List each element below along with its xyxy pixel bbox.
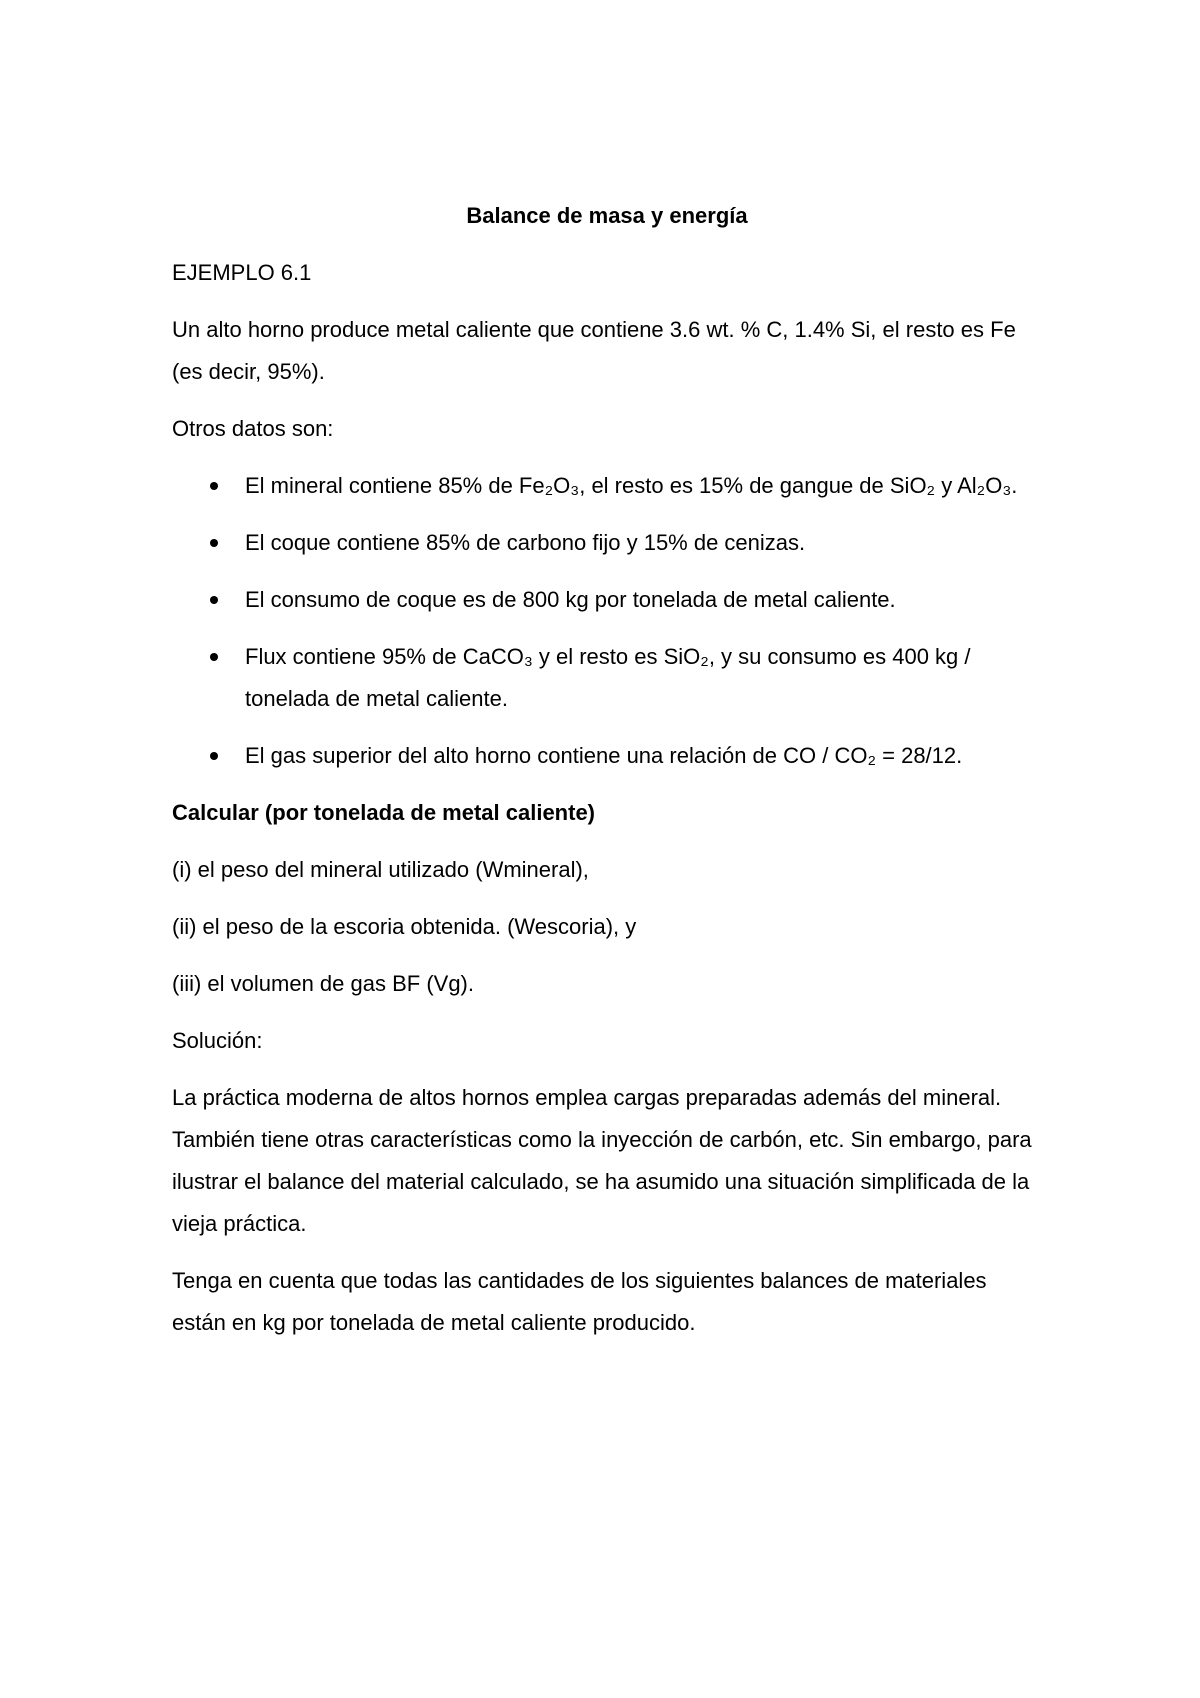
calc-heading: Calcular (por tonelada de metal caliente) [172, 800, 596, 825]
other-data-label: Otros datos son: [172, 416, 334, 441]
document-title: Balance de masa y energía [466, 203, 748, 228]
calc-item: (i) el peso del mineral utilizado (Wmineral), [172, 857, 589, 882]
calc-item: (iii) el volumen de gas BF (Vg). [172, 971, 474, 996]
solution-label: Solución: [172, 1028, 263, 1053]
data-bullet-list [172, 465, 1042, 777]
bullet-text: El consumo de coque es de 800 kg por tonelada de metal caliente. [245, 587, 896, 612]
solution-paragraph-1: La práctica moderna de altos hornos emplea cargas preparadas además del mineral. También tiene otras características como la inyección de carbón, etc. Sin embargo, para ilustrar el balance del material calculado, se ha asumido una situación simplificada de la vieja práctica. [172, 1085, 1032, 1236]
bullet-item [172, 579, 1042, 621]
bullet-item [172, 522, 1042, 564]
bullet-item [172, 465, 1042, 507]
bullet-dot-icon [210, 482, 218, 490]
calc-item: (ii) el peso de la escoria obtenida. (Wescoria), y [172, 914, 637, 939]
bullet-item [172, 636, 1042, 720]
bullet-item [172, 735, 1042, 777]
document-page [172, 195, 1042, 1359]
bullet-text: Flux contiene 95% de CaCO₃ y el resto es SiO₂, y su consumo es 400 kg / tonelada de metal caliente. [245, 644, 971, 711]
bullet-text: El gas superior del alto horno contiene una relación de CO / CO₂ = 28/12. [245, 743, 963, 768]
solution-paragraph-2: Tenga en cuenta que todas las cantidades de los siguientes balances de materiales están en kg por tonelada de metal caliente producido. [172, 1268, 987, 1335]
bullet-dot-icon [210, 596, 218, 604]
bullet-dot-icon [210, 653, 218, 661]
bullet-text: El coque contiene 85% de carbono fijo y 15% de cenizas. [245, 530, 806, 555]
intro-paragraph: Un alto horno produce metal caliente que contiene 3.6 wt. % C, 1.4% Si, el resto es Fe (es decir, 95%). [172, 317, 1016, 384]
bullet-dot-icon [210, 539, 218, 547]
bullet-dot-icon [210, 752, 218, 760]
bullet-text: El mineral contiene 85% de Fe₂O₃, el resto es 15% de gangue de SiO₂ y Al₂O₃. [245, 473, 1018, 498]
example-label: EJEMPLO 6.1 [172, 260, 312, 285]
